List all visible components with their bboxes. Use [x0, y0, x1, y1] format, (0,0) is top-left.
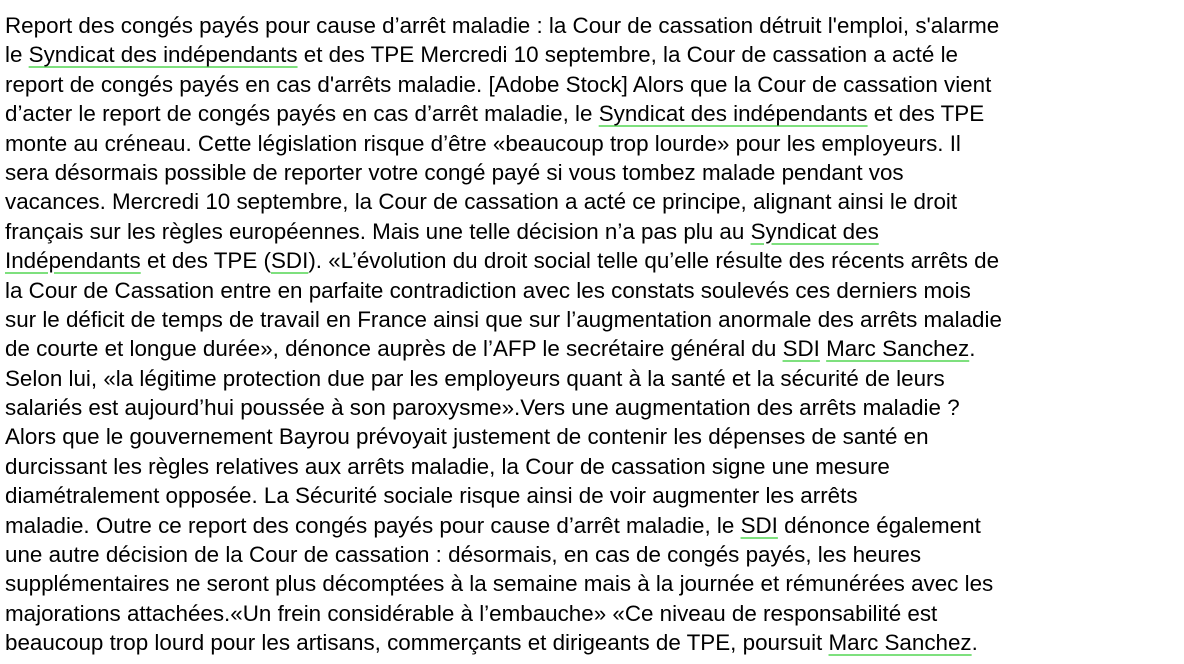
article-link[interactable]: SDI: [270, 248, 309, 274]
article-text: sur le déficit de temps de travail en France ainsi que sur l’augmentation anormale des arrêts maladie: [5, 306, 1002, 332]
article-line: [5, 129, 1177, 158]
article-line: [5, 452, 1177, 481]
article-link[interactable]: Syndicat des indépendants: [598, 101, 868, 127]
article-text: d’acter le report de congés payés en cas d’arrêt maladie, le: [5, 101, 599, 127]
article-line: [5, 305, 1177, 334]
article-text: Selon lui, «la légitime protection due par les employeurs quant à la santé et la sécurité de leurs: [5, 365, 945, 391]
article-link[interactable]: SDI: [740, 512, 778, 538]
article-body: [5, 11, 1177, 658]
article-text: dénonce également: [777, 512, 981, 538]
article-text: .: [969, 336, 976, 362]
article-line: [5, 481, 1177, 510]
article-line: [5, 511, 1177, 540]
article-line: [5, 246, 1177, 275]
article-text: sera désormais possible de reporter votre congé payé si vous tombez malade pendant vos: [5, 159, 904, 185]
article-line: [5, 628, 1177, 657]
article-text: et des TPE (: [140, 248, 271, 274]
article-text: et des TPE: [867, 101, 985, 127]
article-line: [5, 40, 1177, 69]
article-text: .: [971, 630, 978, 656]
article-link[interactable]: SDI: [782, 336, 820, 362]
article-line: [5, 217, 1177, 246]
article-line: [5, 187, 1177, 216]
article-link[interactable]: Syndicat des: [750, 218, 879, 244]
article-line: [5, 599, 1177, 628]
article-text: monte au créneau. Cette législation risque d’être «beaucoup trop lourde» pour les employeurs. Il: [5, 130, 961, 156]
article-text: la Cour de Cassation entre en parfaite contradiction avec les constats soulevés ces derniers mois: [5, 277, 971, 303]
article-text: le: [5, 42, 29, 68]
article-text: supplémentaires ne seront plus décomptées à la semaine mais à la journée et rémunérées avec les: [5, 571, 994, 597]
article-text: salariés est aujourd’hui poussée à son paroxysme».Vers une augmentation des arrêts maladie ?: [5, 395, 960, 421]
article-text: et des TPE Mercredi 10 septembre, la Cour de cassation a acté le: [297, 42, 958, 68]
article-text: Alors que le gouvernement Bayrou prévoyait justement de contenir les dépenses de santé en: [5, 424, 929, 450]
article-line: [5, 569, 1177, 598]
article-line: [5, 422, 1177, 451]
article-line: [5, 99, 1177, 128]
article-text: durcissant les règles relatives aux arrêts maladie, la Cour de cassation signe une mesure: [5, 453, 890, 479]
article-text: ). «L’évolution du droit social telle qu’elle résulte des récents arrêts de: [308, 248, 1000, 274]
article-text: de courte et longue durée», dénonce auprès de l’AFP le secrétaire général du: [5, 336, 783, 362]
article-link[interactable]: Indépendants: [5, 248, 141, 274]
article-text: français sur les règles européennes. Mais une telle décision n’a pas plu au: [5, 218, 751, 244]
article-line: [5, 334, 1177, 363]
article-text: maladie. Outre ce report des congés payés pour cause d’arrêt maladie, le: [5, 512, 741, 538]
article-text: une autre décision de la Cour de cassation : désormais, en cas de congés payés, les heures: [5, 542, 922, 568]
article-line: [5, 276, 1177, 305]
article-text: majorations attachées.«Un frein considérable à l’embauche» «Ce niveau de responsabilité est: [5, 600, 938, 626]
article-link[interactable]: Marc Sanchez: [828, 630, 972, 656]
article-line: [5, 11, 1177, 40]
article-link[interactable]: Marc Sanchez: [826, 336, 970, 362]
article-text: Report des congés payés pour cause d’arrêt maladie : la Cour de cassation détruit l'emploi, s'alarme: [5, 13, 1000, 38]
article-text: diamétralement opposée. La Sécurité sociale risque ainsi de voir augmenter les arrêts: [5, 483, 858, 509]
article-text: beaucoup trop lourd pour les artisans, commerçants et dirigeants de TPE, poursuit: [5, 630, 829, 656]
article-line: [5, 364, 1177, 393]
article-line: [5, 393, 1177, 422]
article-line: [5, 158, 1177, 187]
article-line: [5, 540, 1177, 569]
article-link[interactable]: Syndicat des indépendants: [28, 42, 298, 68]
article-text: vacances. Mercredi 10 septembre, la Cour de cassation a acté ce principe, alignant ainsi le droit: [5, 189, 958, 215]
article-text: report de congés payés en cas d'arrêts maladie. [Adobe Stock] Alors que la Cour de cassation vient: [5, 71, 992, 97]
article-line: [5, 70, 1177, 99]
